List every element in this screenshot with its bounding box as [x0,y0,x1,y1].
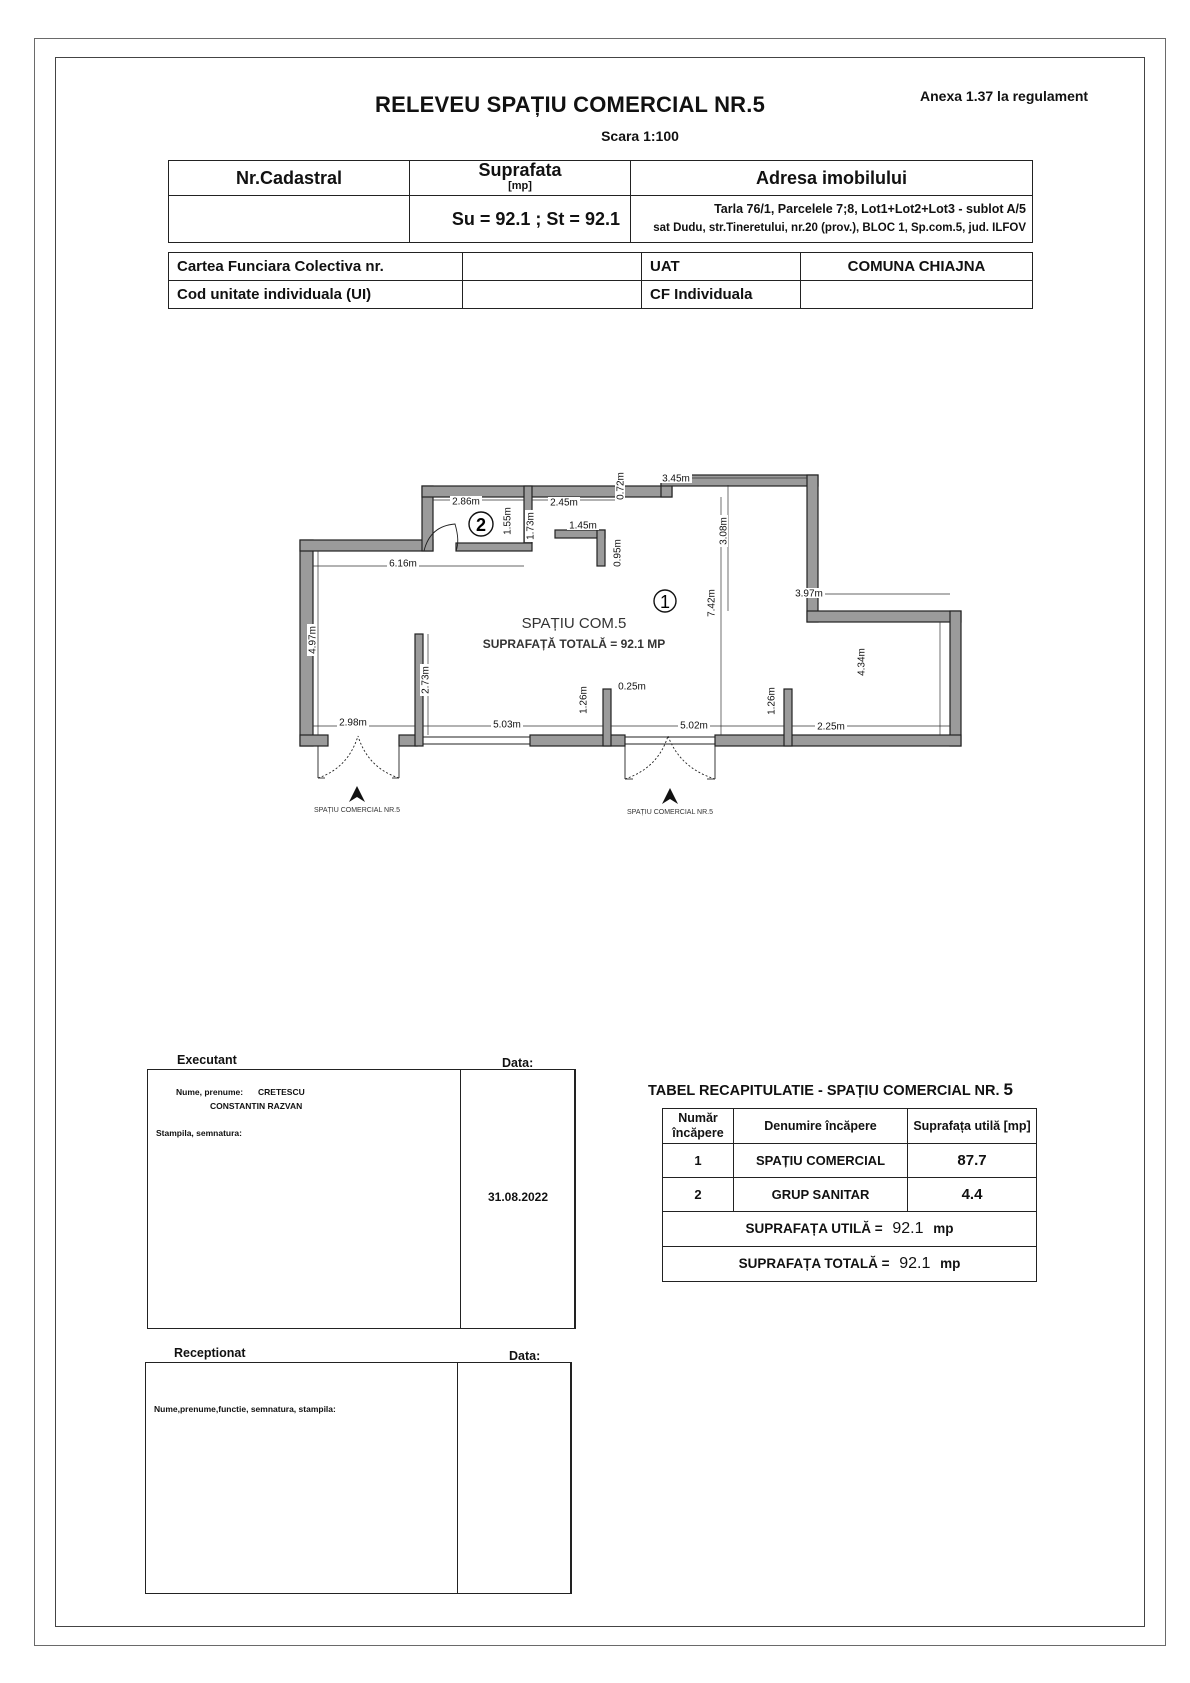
summary-row-number: 1 [663,1144,734,1178]
dimension-label: 1.55m [502,507,514,535]
dimension-label: 0.25m [618,681,646,693]
wall-bottom-left [300,735,328,746]
dimension-label: 5.02m [680,720,708,732]
annex-label: Anexa 1.37 la regulament [920,88,1089,104]
wall-top-middle [422,486,672,497]
entrance-door-right [625,736,715,779]
wall-bottom-mid-a [399,735,417,746]
entrance-label-right: SPAȚIU COMERCIAL NR.5 [627,809,713,816]
uat-value: COMUNA CHIAJNA [801,253,1033,281]
dimension-label: 0.95m [612,539,624,567]
scale-label: Scara 1:100 [601,128,679,144]
address-line-1: Tarla 76/1, Parcelele 7;8, Lot1+Lot2+Lot3 - sublot A/5 [714,202,1026,216]
dimension-label: 7.42m [706,589,718,617]
executant-stamp-label: Stampila, semnatura: [156,1128,242,1138]
wall-right [950,611,961,746]
dimension-label: 6.16m [389,558,417,570]
wall-bottom-right [715,735,961,746]
executant-name-label: Nume, prenume: [176,1087,244,1097]
receptionat-details-label: Nume,prenume,functie, semnatura, stampila: [154,1404,336,1414]
cadastral-header: Nr.Cadastral [169,161,410,196]
dimension-label: 1.26m [578,686,590,714]
su-label: Su = [451,208,491,229]
executant-date-value: 31.08.2022 [487,1190,549,1204]
summary-title-number: 5 [1003,1080,1013,1099]
uat-label: UAT [642,253,801,281]
summary-total-row [663,1247,1037,1282]
door-arc [625,736,668,779]
surface-header [410,161,631,196]
dimension-label: 3.08m [718,517,730,545]
dimension-label: 3.45m [662,473,690,485]
summary-row-name: SPAȚIU COMERCIAL [734,1144,908,1178]
wall-top-left [300,540,433,551]
summary-row-name: GRUP SANITAR [734,1178,908,1212]
summary-title-text: TABEL RECAPITULATIE - SPAȚIU COMERCIAL NR. [648,1083,1000,1099]
summary-total-unit: mp [940,1256,961,1271]
dimension-label: 3.97m [795,588,823,600]
address-line-2: sat Dudu, str.Tineretului, nr.20 (prov.), BLOC 1, Sp.com.5, jud. ILFOV [653,222,1026,234]
room-2-number: 2 [475,515,487,535]
wall-stub-right [784,689,792,746]
cf-individuala-label: CF Individuala [642,281,801,309]
summary-total-label: SUPRAFAȚA TOTALĂ = [738,1256,890,1271]
summary-col-number: Număr încăpere [663,1109,734,1144]
entrance-label-left: SPAȚIU COMERCIAL NR.5 [314,807,400,814]
dimension-label: 4.34m [856,648,868,676]
ui-code-value [463,281,642,309]
summary-util-row [663,1212,1037,1247]
dimension-label: 1.45m [569,520,597,532]
door-arc [358,736,399,778]
dimension-lines [313,478,950,735]
cadastral-table [168,160,1033,243]
summary-table [662,1108,1037,1282]
dimension-label: 2.86m [452,496,480,508]
executant-name-second: CONSTANTIN RAZVAN [210,1101,303,1111]
executant-box [147,1069,575,1329]
cf-colectiva-value [463,253,642,281]
address-header: Adresa imobilului [631,161,1033,196]
dimension-label: 0.72m [615,472,627,500]
summary-row [663,1178,1037,1212]
dimension-label: 2.73m [420,666,432,694]
receptionat-date-label: Data: [509,1349,541,1363]
dimension-label: 2.45m [550,497,578,509]
cadastral-value [169,196,410,243]
summary-col-name: Denumire încăpere [734,1109,908,1144]
wall-l-vertical [597,530,605,566]
document-title: RELEVEU SPAȚIU COMERCIAL NR.5 [374,92,766,117]
door-arc [668,736,715,779]
executant-date-label: Data: [502,1056,534,1070]
dimension-label: 2.25m [817,721,845,733]
executant-title: Executant [177,1053,237,1067]
summary-row [663,1144,1037,1178]
wall-right-upper [807,475,818,622]
registry-table [168,252,1033,309]
st-label: St = [546,208,580,229]
walls [300,475,961,746]
entrance-door-left [318,736,399,778]
summary-row-area: 87.7 [908,1144,1037,1178]
summary-util-unit: mp [933,1221,954,1236]
dimension-label: 1.26m [766,687,778,715]
summary-col-area: Suprafața utilă [mp] [908,1109,1037,1144]
cf-individuala-value [801,281,1033,309]
surface-values [410,196,631,243]
summary-util-label: SUPRAFAȚA UTILĂ = [745,1221,883,1236]
st-value: 92.1 [584,208,620,229]
receptionat-date-cell [457,1362,572,1594]
floor-plan [300,472,1000,886]
summary-row-area: 4.4 [908,1178,1037,1212]
su-st-separator: ; [535,208,542,229]
dimension-label: 5.03m [493,719,521,731]
room-name-label: SPAȚIU COM.5 [521,615,627,632]
room-total-area: SUPRAFAȚĂ TOTALĂ = 92.1 MP [482,637,666,651]
address-value [631,196,1033,243]
executant-name-first: CRETESCU [258,1087,305,1097]
wall-step-right [807,611,961,622]
dimension-label: 1.73m [525,512,537,540]
entrance-arrow-left-icon [349,786,365,802]
receptionat-box [145,1362,571,1594]
surface-header-unit: [mp] [508,180,532,192]
room-1-number: 1 [659,592,671,612]
surface-header-label: Suprafata [478,160,562,180]
summary-title [648,1080,1013,1100]
dimension-label: 4.97m [307,626,319,654]
su-value: 92.1 [495,208,531,229]
ui-code-label: Cod unitate individuala (UI) [169,281,463,309]
entrance-arrow-right-icon [662,788,678,804]
summary-row-number: 2 [663,1178,734,1212]
wall-stub-center [603,689,611,746]
dimension-label: 2.98m [339,717,367,729]
receptionat-title: Receptionat [174,1346,246,1360]
summary-total-value: 92.1 [899,1255,931,1272]
summary-util-value: 92.1 [892,1220,924,1237]
wall-wc-bottom [456,543,532,551]
cf-colectiva-label: Cartea Funciara Colectiva nr. [169,253,463,281]
